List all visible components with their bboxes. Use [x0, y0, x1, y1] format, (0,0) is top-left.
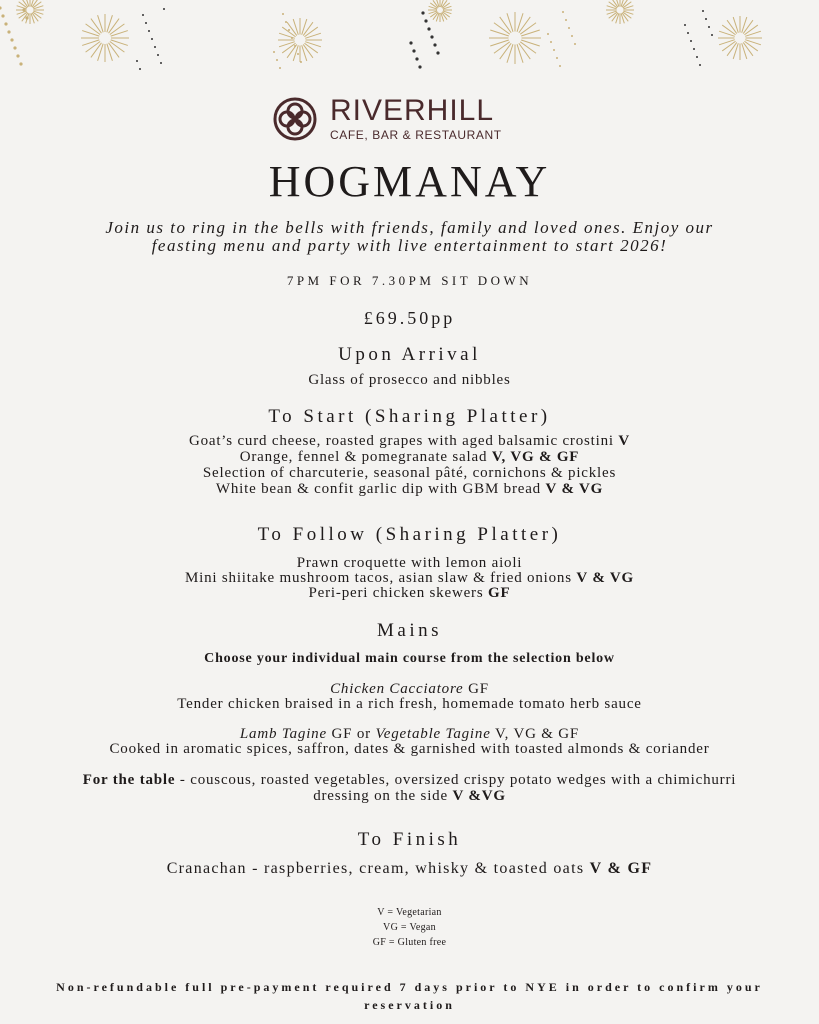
star-icon — [136, 60, 138, 62]
star-icon — [705, 18, 707, 20]
star-icon — [288, 29, 290, 31]
diet-tag: V — [618, 433, 631, 449]
star-icon — [571, 35, 573, 37]
star-icon — [553, 49, 555, 51]
menu-item — [0, 861, 819, 877]
star-icon — [163, 8, 165, 10]
time-text: 7PM FOR 7.30PM SIT DOWN — [286, 273, 533, 288]
star-icon — [294, 45, 296, 47]
star-icon — [409, 41, 412, 44]
star-icon — [139, 68, 141, 70]
star-icon — [4, 22, 7, 25]
item-text: dressing on the side — [313, 788, 448, 804]
main-chicken-title — [0, 681, 819, 697]
diet-tag: V & VG — [545, 481, 604, 497]
menu-item — [0, 585, 819, 601]
item-text: Orange, fennel & pomegranate salad — [239, 449, 488, 465]
menu-item — [0, 481, 819, 497]
star-icon — [7, 30, 10, 33]
price: £69.50pp — [363, 308, 456, 328]
or-text: or — [356, 726, 371, 742]
star-icon — [436, 51, 439, 54]
diet-tag: GF — [331, 726, 353, 742]
diet-tag: V & GF — [589, 860, 653, 877]
item-text: Peri-peri chicken skewers — [308, 585, 484, 601]
diet-tag: V, VG & GF — [491, 449, 580, 465]
finish-heading: To Finish — [357, 829, 462, 850]
item-text: White bean & confit garlic dip with GBM bread — [215, 481, 541, 497]
firework-ray — [494, 23, 510, 34]
firework-ray — [507, 44, 513, 63]
star-icon — [25, 16, 28, 19]
firework-ray — [500, 17, 511, 33]
star-icon — [690, 40, 692, 42]
mains-heading: Mains — [377, 620, 442, 641]
menu-item — [0, 465, 819, 481]
menu-item — [0, 449, 819, 465]
star-icon — [285, 21, 287, 23]
star-icon — [684, 24, 686, 26]
star-icon — [687, 32, 689, 34]
legend-vegetarian: V = Vegetarian — [377, 907, 442, 918]
star-icon — [421, 11, 424, 14]
star-icon — [418, 65, 421, 68]
star-icon — [565, 19, 567, 21]
star-icon — [430, 35, 433, 38]
intro-line-1: Join us to ring in the bells with friends, family and loved ones. Enjoy our — [105, 218, 714, 237]
follow-heading: To Follow (Sharing Platter) — [257, 524, 562, 545]
firework-ray — [490, 40, 509, 46]
star-icon — [22, 8, 25, 11]
star-icon — [154, 46, 156, 48]
star-icon — [142, 14, 144, 16]
riverhill-logo — [272, 96, 502, 142]
star-icon — [562, 11, 564, 13]
brand-name: RIVERHILL — [330, 94, 495, 127]
item-text: Selection of charcuterie, seasonal pâté, cornichons & pickles — [202, 465, 617, 481]
star-icon — [279, 67, 281, 69]
star-icon — [300, 61, 302, 63]
star-icon — [702, 10, 704, 12]
star-icon — [550, 41, 552, 43]
star-icon — [1, 14, 4, 17]
firework-ray — [517, 44, 523, 63]
main-tagine-title — [0, 726, 819, 742]
star-icon — [157, 54, 159, 56]
item-text: Mini shiitake mushroom tacos, asian slaw & fried onions — [184, 570, 572, 586]
star-icon — [0, 6, 2, 9]
star-icon — [424, 19, 427, 22]
star-icon — [574, 43, 576, 45]
firework-ray — [490, 30, 509, 36]
firework-ray — [500, 43, 511, 59]
star-icon — [556, 57, 558, 59]
page-title: HOGMANAY — [268, 157, 551, 206]
mains-intro: Choose your individual main course from the selection below — [204, 651, 615, 666]
diet-tag: V &VG — [452, 788, 506, 804]
brand-tagline: CAFE, BAR & RESTAURANT — [330, 128, 502, 142]
star-icon — [273, 51, 275, 53]
item-text: Cranachan - raspberries, cream, whisky & toasted oats — [166, 860, 585, 877]
start-heading: To Start (Sharing Platter) — [268, 406, 551, 427]
for-the-table-label: For the table — [82, 772, 176, 788]
intro-line-2: feasting menu and party with live entertainment to start 2026! — [151, 236, 668, 255]
for-the-table-line-2 — [0, 788, 819, 804]
footer-line-2: reservation — [364, 998, 455, 1012]
main-tagine-desc: Cooked in aromatic spices, saffron, dates & garnished with toasted almonds & coriander — [109, 741, 710, 757]
star-icon — [145, 22, 147, 24]
menu-item — [0, 570, 819, 586]
star-icon — [568, 27, 570, 29]
star-icon — [151, 38, 153, 40]
menu-item — [0, 555, 819, 571]
star-icon — [19, 62, 22, 65]
star-icon — [708, 26, 710, 28]
menu-item — [0, 433, 819, 449]
star-icon — [711, 34, 713, 36]
star-icon — [282, 13, 284, 15]
dish-name: Chicken Cacciatore — [330, 681, 464, 697]
legend-vegan: VG = Vegan — [383, 922, 436, 933]
star-icon — [696, 56, 698, 58]
fireworks-decoration — [0, 0, 819, 80]
dish-name: Lamb Tagine — [239, 726, 327, 742]
star-icon — [148, 30, 150, 32]
arrival-heading: Upon Arrival — [338, 344, 481, 365]
star-icon — [427, 27, 430, 30]
diet-tag: GF — [488, 585, 511, 601]
flower-logo-icon — [272, 96, 318, 142]
firework-ray — [517, 13, 523, 32]
legend-gluten-free: GF = Gluten free — [372, 937, 447, 948]
star-icon — [415, 57, 418, 60]
diet-tag: GF — [468, 681, 489, 697]
star-icon — [559, 65, 561, 67]
star-icon — [693, 48, 695, 50]
main-chicken-desc: Tender chicken braised in a rich fresh, homemade tomato herb sauce — [177, 696, 642, 712]
firework-ray — [507, 13, 513, 32]
item-text: Goat’s curd cheese, roasted grapes with aged balsamic crostini — [188, 433, 614, 449]
star-icon — [16, 54, 19, 57]
footer-line-1: Non-refundable full pre-payment required 7 days prior to NYE in order to confirm your — [56, 980, 763, 994]
star-icon — [699, 64, 701, 66]
menu-item: Glass of prosecco and nibbles — [308, 372, 511, 388]
star-icon — [297, 53, 299, 55]
firework-ray — [520, 23, 536, 34]
star-icon — [547, 33, 549, 35]
diet-tag: V, VG & GF — [494, 726, 580, 742]
star-icon — [291, 37, 293, 39]
star-icon — [276, 59, 278, 61]
dish-name: Vegetable Tagine — [375, 726, 491, 742]
item-text: - couscous, roasted vegetables, oversized crispy potato wedges with a chimichurri — [175, 772, 737, 788]
item-text: Prawn croquette with lemon aioli — [296, 555, 523, 571]
diet-tag: V & VG — [576, 570, 635, 586]
star-icon — [412, 49, 415, 52]
for-the-table-line-1 — [0, 772, 819, 788]
star-icon — [160, 62, 162, 64]
star-icon — [13, 46, 16, 49]
star-icon — [10, 38, 13, 41]
firework-ray — [520, 42, 536, 53]
star-icon — [433, 43, 436, 46]
firework-ray — [494, 42, 510, 53]
